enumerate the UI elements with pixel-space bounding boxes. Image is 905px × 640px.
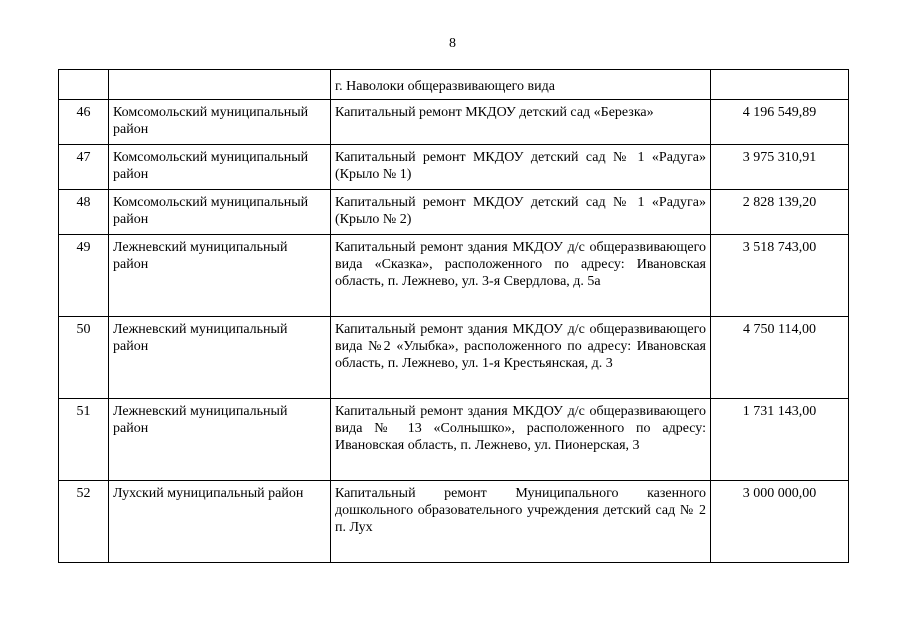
- table-row: [59, 481, 849, 563]
- table-row: [59, 235, 849, 317]
- cell-district: Лежневский муниципальный район: [109, 399, 331, 481]
- cell-amount: 4 750 114,00: [711, 317, 849, 399]
- table-row: [59, 399, 849, 481]
- cell-number: 49: [59, 235, 109, 317]
- cell-amount: 3 975 310,91: [711, 145, 849, 190]
- cell-description: Капитальный ремонт МКДОУ детский сад № 1 «Радуга» (Крыло № 2): [331, 190, 711, 235]
- funding-table: [58, 69, 849, 563]
- cell-description: Капитальный ремонт МКДОУ детский сад № 1 «Радуга» (Крыло № 1): [331, 145, 711, 190]
- cell-description: г. Наволоки общеразвивающего вида: [331, 70, 711, 100]
- cell-district: Комсомольский муниципальный район: [109, 190, 331, 235]
- cell-amount: 3 000 000,00: [711, 481, 849, 563]
- cell-amount: 3 518 743,00: [711, 235, 849, 317]
- cell-district: Лухский муниципальный район: [109, 481, 331, 563]
- table-row-continuation: [59, 70, 849, 100]
- cell-description: Капитальный ремонт МКДОУ детский сад «Березка»: [331, 100, 711, 145]
- cell-description: Капитальный ремонт здания МКДОУ д/с общеразвивающего вида №2 «Улыбка», расположенного по адресу: Ивановская область, п. Лежнево, ул. 1-я Крестьянская, д. 3: [331, 317, 711, 399]
- cell-amount: [711, 70, 849, 100]
- table-row: [59, 190, 849, 235]
- cell-number: 52: [59, 481, 109, 563]
- cell-district: Комсомольский муниципальный район: [109, 145, 331, 190]
- page-number: 8: [449, 36, 456, 51]
- cell-amount: 2 828 139,20: [711, 190, 849, 235]
- cell-district: Лежневский муниципальный район: [109, 317, 331, 399]
- cell-number: 51: [59, 399, 109, 481]
- cell-amount: 4 196 549,89: [711, 100, 849, 145]
- cell-number: [59, 70, 109, 100]
- cell-description: Капитальный ремонт здания МКДОУ д/с общеразвивающего вида «Сказка», расположенного по адресу: Ивановская область, п. Лежнево, ул. 3-я Свердлова, д. 5а: [331, 235, 711, 317]
- cell-number: 48: [59, 190, 109, 235]
- cell-number: 47: [59, 145, 109, 190]
- cell-description: Капитальный ремонт здания МКДОУ д/с общеразвивающего вида № 13 «Солнышко», расположенного по адресу: Ивановская область, п. Лежнево, ул. Пионерская, 3: [331, 399, 711, 481]
- cell-number: 46: [59, 100, 109, 145]
- cell-district: Комсомольский муниципальный район: [109, 100, 331, 145]
- cell-number: 50: [59, 317, 109, 399]
- cell-description: Капитальный ремонт Муниципального казенного дошкольного образовательного учреждения детский сад № 2 п. Лух: [331, 481, 711, 563]
- cell-district: [109, 70, 331, 100]
- table-row: [59, 317, 849, 399]
- table-row: [59, 145, 849, 190]
- cell-district: Лежневский муниципальный район: [109, 235, 331, 317]
- cell-amount: 1 731 143,00: [711, 399, 849, 481]
- table-row: [59, 100, 849, 145]
